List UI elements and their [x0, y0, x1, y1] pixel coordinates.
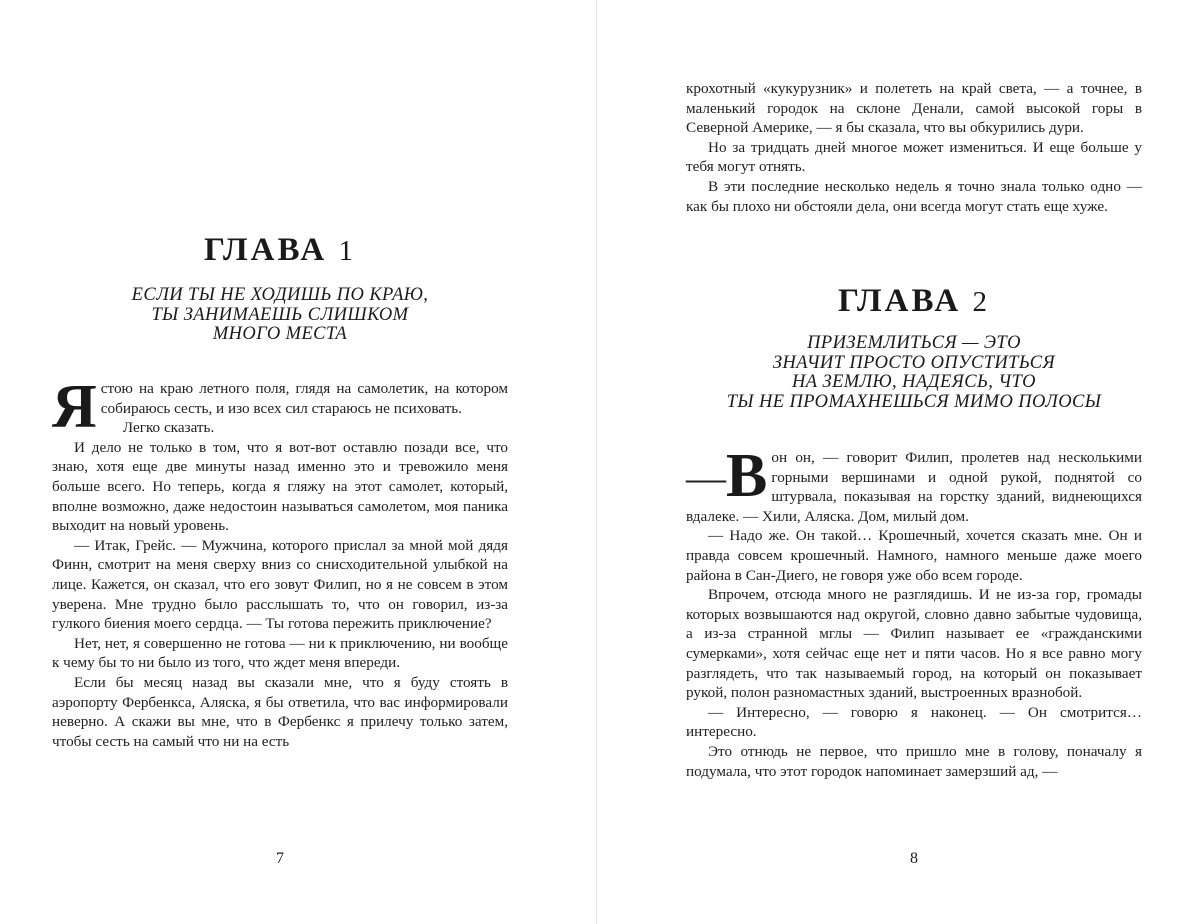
chapter-label: ГЛАВА: [204, 232, 328, 268]
right-top-text: [686, 79, 1142, 216]
paragraph: — Интересно, — говорю я наконец. — Он смотрится… интересно.: [686, 703, 1142, 741]
page-number: 7: [276, 850, 284, 867]
paragraph: Впрочем, отсюда много не разглядишь. И не из-за гор, громады которых возвышаются над округой, словно давно забытые чудовища, а из-за странной мглы — Филип называет ее «гражданскими сумерками», хотя сейчас еще нет и пяти часов. Но я все равно могу разглядеть, что так называемый город, на который он показывает рукой, полон разномастных зданий, выстроенных вразнобой.: [686, 586, 1142, 702]
first-paragraph-text: он он, — говорит Филип, пролетев над несколькими горными вершинами и одной рукой, поднятой со штурвала, показывая на горстку зданий, виднеющихся вдалеке. — Хили, Аляска. Дом, милый дом.: [686, 449, 1142, 525]
chapter-1-title: [52, 232, 508, 269]
subtitle-line: МНОГО МЕСТА: [212, 324, 348, 344]
paragraph: Легко сказать.: [122, 419, 215, 437]
subtitle-line: ЗНАЧИТ ПРОСТО ОПУСТИТЬСЯ: [772, 352, 1056, 373]
subtitle-line: ЕСЛИ ТЫ НЕ ХОДИШЬ ПО КРАЮ,: [131, 285, 429, 305]
subtitle-line: ПРИЗЕМЛИТЬСЯ — ЭТО: [807, 333, 1021, 353]
paragraph: Но за тридцать дней многое может измениться. И еще больше у тебя могут отнять.: [686, 138, 1142, 176]
chapter-number: 1: [338, 235, 356, 267]
subtitle-line: НА ЗЕМЛЮ, НАДЕЯСЬ, ЧТО: [792, 372, 1036, 392]
page-number: 8: [910, 850, 918, 867]
chapter-label: ГЛАВА: [838, 283, 962, 319]
first-paragraph-text: стою на краю летного поля, глядя на самолетик, на котором собираюсь сесть, и изо всех сил стараюсь не психовать.: [100, 380, 508, 417]
paragraph: В эти последние несколько недель я точно знала только одно — как бы плохо ни обстояли дела, они всегда могут стать еще хуже.: [686, 177, 1142, 215]
paragraph: Это отнюдь не первое, что пришло мне в голову, поначалу я подумала, что этот городок напоминает замерзший ад, —: [686, 742, 1142, 780]
drop-cap-dash: —: [686, 455, 726, 500]
paragraph: — Итак, Грейс. — Мужчина, которого прислал за мной мой дядя Финн, смотрит на меня сверху вниз со снисходительной улыбкой на лице. Кажется, он сказал, что его зовут Филип, но я не совсем в этом уверена. Мне трудно было расслышать то, что он говорил, из-за гулкого биения моего сердца. — Ты готова пережить приключение?: [52, 536, 508, 633]
paragraph: И дело не только в том, что я вот-вот оставлю позади все, что знаю, хотя еще две минуты назад именно это и тревожило меня больше всего. Но теперь, когда я гляжу на этот самолет, который, вполне возможно, даже недостоин называться самолетом, моя паника выходит на новый уровень.: [52, 438, 508, 535]
paragraph: крохотный «кукурузник» и полететь на край света, — а точнее, в маленький городок на склоне Денали, самой высокой горы в Северной Америке, — я бы сказала, что вы обкурились дури.: [686, 80, 1142, 137]
chapter-2-title: [686, 283, 1142, 320]
paragraph: Нет, нет, я совершенно не готова — ни к приключению, ни вообще к чему бы то ни было из того, что ждет меня впереди.: [52, 634, 508, 672]
chapter-2-subtitle: [686, 334, 1142, 412]
drop-cap: В: [726, 442, 768, 510]
right-page: [597, 0, 1194, 924]
first-paragraph: [686, 442, 1142, 526]
right-body-text: [686, 442, 1142, 781]
subtitle-line: ТЫ НЕ ПРОМАХНЕШЬСЯ МИМО ПОЛОСЫ: [726, 391, 1102, 412]
subtitle-line: ТЫ ЗАНИМАЕШЬ СЛИШКОМ: [151, 304, 409, 325]
paragraph: Если бы месяц назад вы сказали мне, что я буду стоять в аэропорту Фербенкса, Аляска, я бы ответила, что вас информировали неверно. А скажи вы мне, что в Фербенкс я прилечу только затем, чтобы сесть на самый что ни на есть: [52, 673, 508, 750]
left-body-text: [52, 373, 508, 751]
left-page: [0, 0, 597, 924]
drop-cap: Я: [52, 373, 97, 441]
chapter-1-subtitle: [52, 286, 508, 345]
chapter-number: 2: [972, 286, 990, 318]
paragraph: — Надо же. Он такой… Крошечный, хочется сказать мне. Он и правда совсем крошечный. Намного, намного меньше даже моего района в Сан-Диего, не говоря уже обо всем городе.: [686, 527, 1142, 584]
